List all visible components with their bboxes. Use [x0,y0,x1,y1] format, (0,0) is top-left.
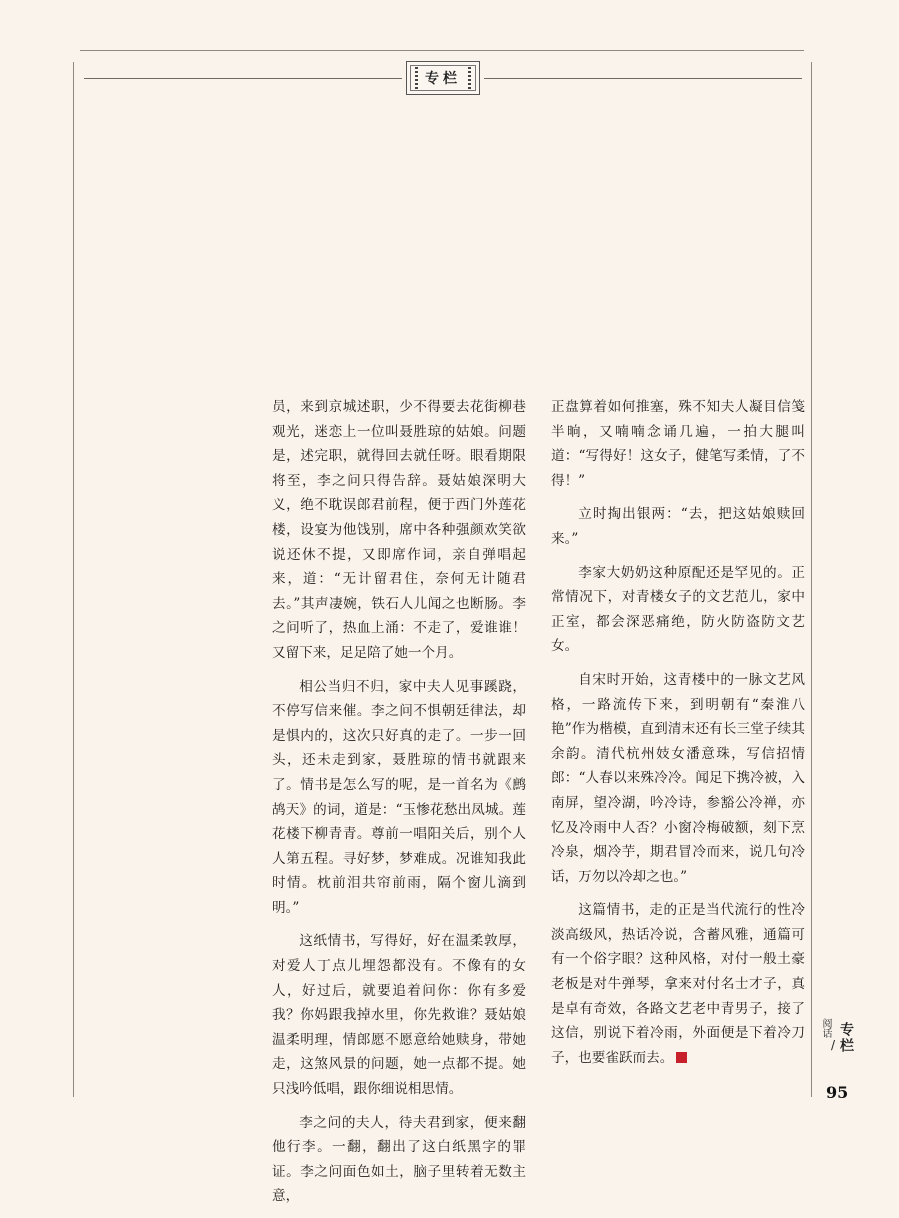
paragraph: 立时掏出银两：“去，把这姑娘赎回来。” [551,506,805,547]
section-tab-small: 阅话 [820,1018,831,1038]
paragraph: 这纸情书，写得好，好在温柔敦厚，对爱人丁点儿埋怨都没有。不像有的女人，好过后，就要追着问你：你有多爱我？你妈跟我掉水里，你先救谁？聂姑娘温柔明理，情郎愿不愿意给她赎身，带她走，这煞风景的问题，她一点都不提。她只浅吟低唱，跟你细说相思情。 [272,933,526,1098]
paragraph: 自宋时开始，这青楼中的一脉文艺风格，一路流传下来，到明朝有“秦淮八艳”作为楷模，直到清末还有长三堂子续其余韵。清代杭州妓女潘意珠，写信招情郎：“人春以来殊冷冷。闻足下携冷被，入南屏，望冷湖，吟冷诗，参豁公冷禅，亦忆及冷雨中人否？小窗冷梅破额，刻下烹冷泉，烟冷芋，期君冒冷而来，说几句冷话，万勿以冷却之也。” [551,671,805,885]
header-line-left [84,78,402,79]
right-text-column [551,395,805,1079]
paragraph-final [551,898,805,1070]
right-margin-rule [811,62,812,1097]
header-line-right [484,78,802,79]
column-header-badge [406,61,480,95]
top-rule [80,50,804,51]
end-of-article-mark [676,1052,687,1063]
column-header-title: 专栏 [425,71,461,87]
paragraph: 正盘算着如何推塞，殊不知夫人凝目信笺半晌，又喃喃念诵几遍，一拍大腿叫道：“写得好！这女子，健笔写柔情，了不得！” [551,399,805,489]
section-tab [818,1018,852,1082]
page-number: 95 [826,1083,849,1102]
left-text-column [272,395,526,1218]
paragraph: 李家大奶奶这种原配还是罕见的。正常情况下，对青楼女子的文艺范儿，家中正室，都会深恶痛绝，防火防盗防文艺女。 [551,564,805,655]
section-tab-slash: / [831,1038,836,1052]
paragraph: 员，来到京城述职，少不得要去花街柳巷观光，迷恋上一位叫聂胜琼的姑娘。问题是，述完职，就得回去就任呀。眼看期限将至，李之问只得告辞。聂姑娘深明大义，绝不耽误郎君前程，便于西门外莲花楼，设宴为他饯别，席中各种强颜欢笑欲说还休不提，又即席作词，亲自弹唱起来，道：“无计留君住，奈何无计随君去。”其声凄婉，铁石人儿闻之也断肠。李之问听了，热血上涌：不走了，爱谁谁！又留下来，足足陪了她一个月。 [272,399,526,661]
paragraph: 相公当归不归，家中夫人见事蹊跷，不停写信来催。李之问不惧朝廷律法，却是惧内的，这次只好真的走了。一步一回头，还未走到家，聂胜琼的情书就跟来了。情书是怎么写的呢，是一首名为《鹧鸪天》的词，道是：“玉惨花愁出凤城。莲花楼下柳青青。尊前一唱阳关后，别个人人第五程。寻好梦，梦难成。况谁知我此时情。枕前泪共帘前雨，隔个窗儿滴到明。” [272,678,526,916]
paragraph-text: 这篇情书，走的正是当代流行的性冷淡高级风，热话冷说，含蓄风雅，通篇可有一个俗字眼？这种风格，对付一般土豪老板是对牛弹琴，拿来对付名士才子，真是卓有奇效，各路文艺老中青男子，接了这信，别说下着冷雨，外面便是下着冷刀子，也要雀跃而去。 [551,902,805,1066]
section-tab-label: 专栏 [838,1022,854,1054]
left-margin-rule [73,62,74,1097]
paragraph: 李之问的夫人，待夫君到家，便来翻他行李。一翻，翻出了这白纸黑字的罪证。李之问面色如土，脑子里转着无数主意， [272,1114,526,1205]
